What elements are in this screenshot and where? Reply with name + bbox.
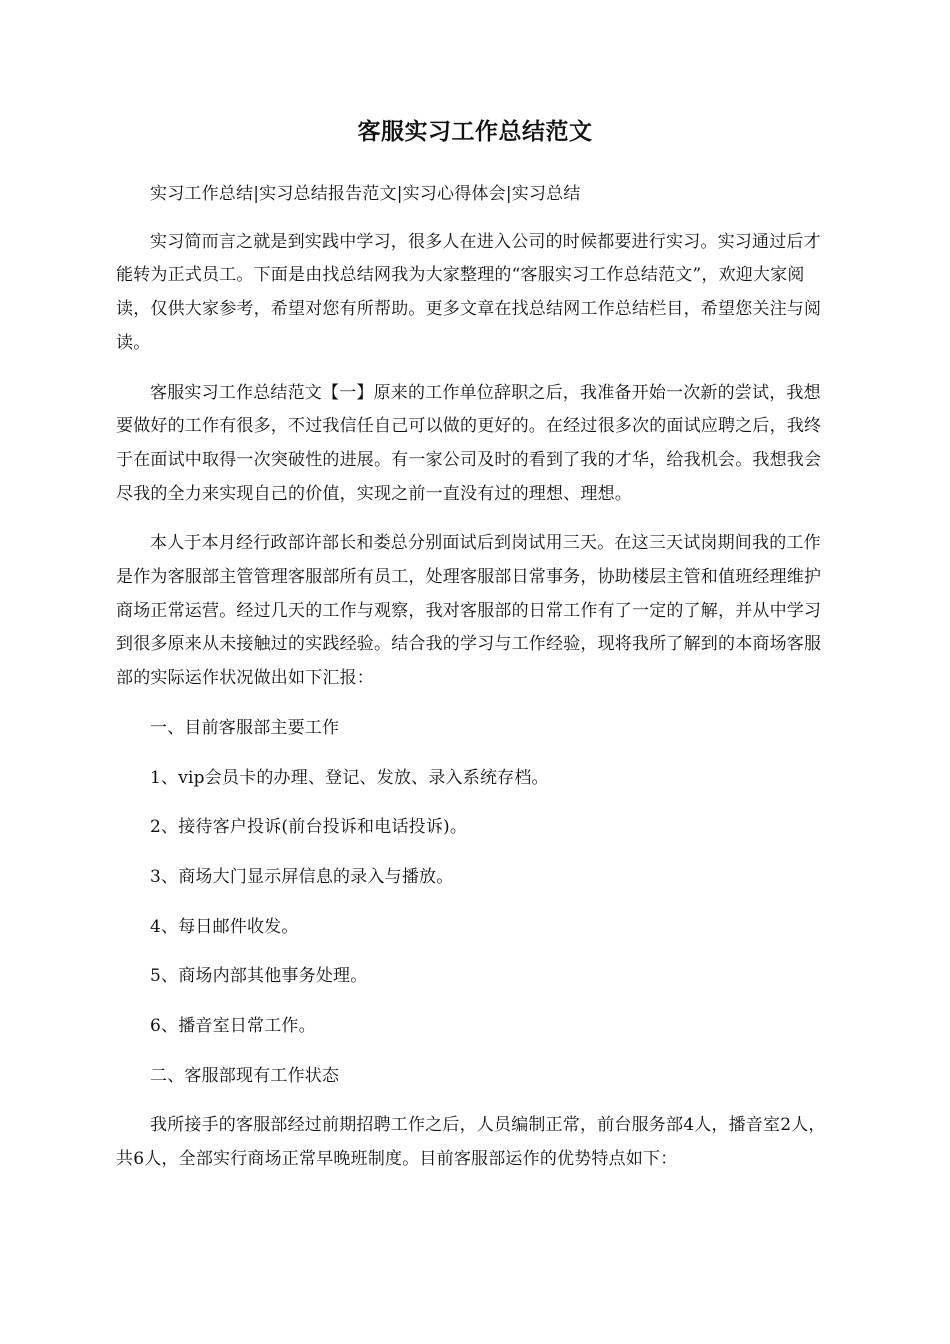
body-paragraph: 我所接手的客服部经过前期招聘工作之后，人员编制正常，前台服务部4人，播音室2人，共6人，全部实行商场正常早晚班制度。目前客服部运作的优势特点如下：: [116, 1115, 826, 1170]
document-title: 客服实习工作总结范文: [357, 118, 593, 145]
list-item: 5、商场内部其他事务处理。: [150, 966, 368, 987]
body-paragraph: 本人于本月经行政部许部长和娄总分别面试后到岗试用三天。在这三天试岗期间我的工作是作为客服部主管管理客服部所有员工，处理客服部日常事务，协助楼层主管和值班经理维护商场正常运营。经过几天的工作与观察，我对客服部的日常工作有了一定的了解，并从中学习到很多原来从未接触过的实践经验。结合我的学习与工作经验，现将我所了解到的本商场客服部的实际运作状况做出如下汇报：: [116, 533, 822, 689]
body-paragraph: 客服实习工作总结范文【一】原来的工作单位辞职之后，我准备开始一次新的尝试，我想要做好的工作有很多，不过我信任自己可以做的更好的。在经过很多次的面试应聘之后，我终于在面试中取得一次突破性的进展。有一家公司及时的看到了我的才华，给我机会。我想我会尽我的全力来实现自己的价值，实现之前一直没有过的理想、理想。: [116, 382, 822, 504]
list-item: 1、vip会员卡的办理、登记、发放、录入系统存档。: [150, 767, 549, 788]
tags-line: 实习工作总结|实习总结报告范文|实习心得体会|实习总结: [150, 184, 581, 204]
list-item: 4、每日邮件收发。: [150, 916, 299, 937]
list-item: 6、播音室日常工作。: [150, 1016, 316, 1037]
intro-paragraph: 实习简而言之就是到实践中学习，很多人在进入公司的时候都要进行实习。实习通过后才能转为正式员工。下面是由找总结网我为大家整理的“客服实习工作总结范文”，欢迎大家阅读，仅供大家参考，希望对您有所帮助。更多文章在找总结网工作总结栏目，希望您关注与阅读。: [116, 231, 822, 353]
document-body: [116, 178, 828, 1177]
list-item: 2、接待客户投诉(前台投诉和电话投诉)。: [150, 817, 468, 838]
list-item: 3、商场大门显示屏信息的录入与播放。: [150, 866, 454, 887]
section-heading: 一、目前客服部主要工作: [150, 717, 340, 738]
section-heading: 二、客服部现有工作状态: [150, 1065, 340, 1086]
